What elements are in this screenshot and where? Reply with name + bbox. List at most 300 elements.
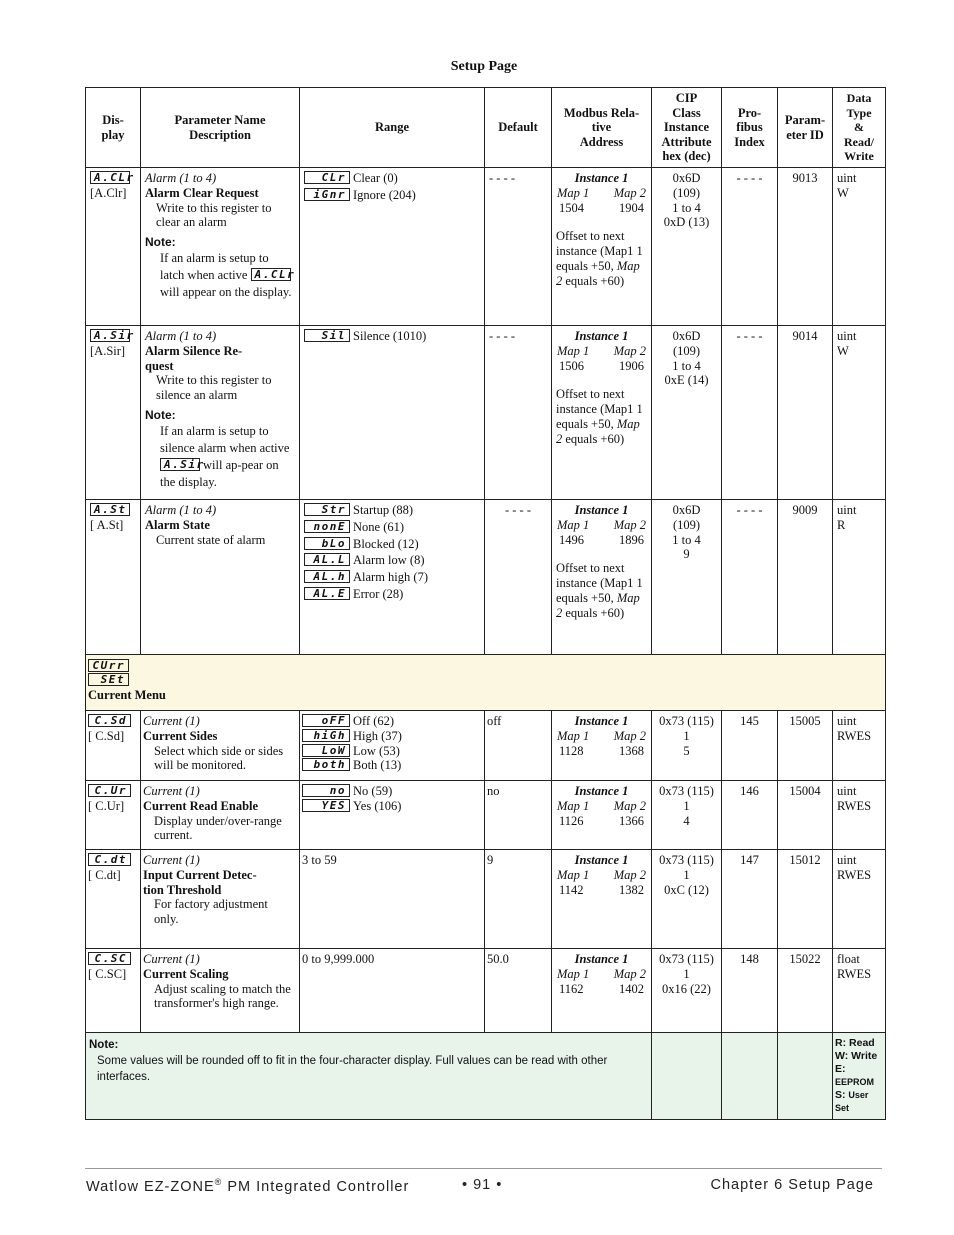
- modbus-cell: [552, 850, 652, 949]
- range-option: [302, 758, 480, 773]
- note-pre: If an alarm is setup to latch when active: [160, 250, 269, 282]
- range-lcd: oFF: [302, 714, 350, 727]
- datatype-type: uint: [837, 329, 857, 343]
- table-row: [86, 949, 886, 1033]
- offset-map2: Map 2: [556, 416, 640, 446]
- profibus-cell: - - - -: [722, 326, 778, 500]
- datatype-cell: [833, 500, 886, 655]
- cip-line: 1 to 4: [672, 200, 701, 215]
- modbus-maps: [556, 729, 647, 744]
- range-text: Clear (0): [353, 171, 398, 185]
- lcd-display: A.CLr: [90, 171, 130, 184]
- legend-value: Write: [851, 1050, 878, 1062]
- range-cell: 0 to 9,999.000: [300, 949, 485, 1033]
- map2-value: 1382: [619, 882, 644, 897]
- display-code: [ C.Ur]: [88, 798, 125, 813]
- cip-cell: [652, 711, 722, 781]
- note-post: will ap-pear on the display.: [160, 457, 279, 489]
- map1-label: Map 1: [557, 966, 590, 981]
- param-cell: [141, 500, 300, 655]
- modbus-instance: Instance 1: [574, 853, 629, 867]
- range-option: [304, 188, 480, 203]
- param-name: Current Scaling: [143, 966, 229, 981]
- range-lcd: bLo: [304, 537, 350, 550]
- map1-value: 1506: [559, 358, 584, 373]
- profibus-cell: 145: [722, 711, 778, 781]
- range-lcd: LoW: [302, 744, 350, 757]
- display-code: [ C.SC]: [88, 966, 127, 981]
- default-cell: - - - -: [485, 326, 552, 500]
- datatype-rw: W: [837, 185, 849, 200]
- map2-label: Map 2: [613, 966, 646, 981]
- datatype-rw: RWES: [837, 798, 872, 813]
- map1-label: Map 1: [557, 728, 590, 743]
- param-name: Current Read Enable: [143, 798, 259, 813]
- datatype-rw: RWES: [837, 867, 872, 882]
- range-option: [302, 729, 480, 744]
- header-range: Range: [300, 88, 485, 168]
- param-group: Current (1): [143, 952, 200, 966]
- note-label: Note:: [145, 235, 176, 250]
- cip-line: 1 to 4: [672, 358, 701, 373]
- paramid-cell: 15022: [778, 949, 833, 1033]
- cip-line: 0xD (13): [663, 215, 710, 230]
- cip-cell: [652, 326, 722, 500]
- modbus-maps: [556, 344, 647, 359]
- param-cell: [141, 168, 300, 326]
- default-cell: off: [485, 711, 552, 781]
- header-datatype: Data Type & Read/ Write: [833, 88, 886, 168]
- range-text: High (37): [353, 728, 402, 743]
- modbus-maps: [556, 186, 647, 201]
- cip-line: 9: [683, 547, 690, 562]
- legend-read: [835, 1037, 883, 1050]
- modbus-cell: [552, 711, 652, 781]
- cip-line: 1: [683, 728, 690, 743]
- range-text: Startup (88): [353, 503, 414, 517]
- cip-line: 4: [683, 813, 690, 828]
- cip-line: 0x16 (22): [662, 981, 711, 996]
- cip-line: 0x73 (115): [659, 853, 714, 867]
- note-lcd: A.CLr: [251, 268, 291, 281]
- empty-cell: [722, 1033, 778, 1120]
- display-cell: [86, 781, 141, 850]
- cip-line: 0xE (14): [664, 373, 709, 388]
- modbus-instance: Instance 1: [574, 329, 629, 343]
- lcd-display: C.Ur: [88, 784, 131, 797]
- table-row: [86, 781, 886, 850]
- header-default: Default: [485, 88, 552, 168]
- datatype-cell: [833, 168, 886, 326]
- paramid-cell: 15004: [778, 781, 833, 850]
- range-cell: [300, 711, 485, 781]
- offset-end: equals +60): [565, 605, 625, 620]
- cip-line: 1: [683, 966, 690, 981]
- range-option: [302, 714, 480, 729]
- map1-label: Map 1: [557, 867, 590, 882]
- footer-brand: Watlow EZ-ZONE: [86, 1178, 215, 1195]
- range-text: Low (53): [353, 743, 400, 758]
- map1-value: 1142: [559, 882, 584, 897]
- range-option: [304, 553, 480, 568]
- modbus-cell: [552, 781, 652, 850]
- footer-divider: [85, 1168, 882, 1169]
- header-modbus: Modbus Rela- tive Address: [552, 88, 652, 168]
- range-text: Silence (1010): [353, 329, 427, 343]
- datatype-type: uint: [837, 784, 857, 798]
- display-code: [A.Clr]: [90, 185, 127, 200]
- range-option: [304, 520, 480, 535]
- offset-end: equals +60): [565, 273, 625, 288]
- modbus-instance: Instance 1: [574, 503, 629, 517]
- range-lcd: Str: [304, 503, 350, 516]
- map2-label: Map 2: [613, 867, 646, 882]
- offset-map2: Map 2: [556, 590, 640, 620]
- range-lcd: nonE: [304, 520, 350, 533]
- range-lcd: both: [302, 758, 350, 771]
- range-text: Both (13): [353, 758, 402, 773]
- legend-key: W:: [835, 1050, 849, 1062]
- display-cell: [86, 326, 141, 500]
- modbus-values: [556, 982, 647, 997]
- modbus-offset: [556, 561, 647, 620]
- profibus-cell: - - - -: [722, 168, 778, 326]
- modbus-values: [556, 359, 647, 374]
- range-option: [304, 503, 480, 518]
- legend-write: [835, 1050, 883, 1063]
- default-cell: - - - -: [485, 168, 552, 326]
- display-cell: [86, 500, 141, 655]
- modbus-instance: Instance 1: [574, 714, 629, 728]
- range-lcd: no: [302, 784, 350, 797]
- header-param: Parameter Name Description: [141, 88, 300, 168]
- param-group: Alarm (1 to 4): [145, 329, 217, 343]
- modbus-maps: [556, 518, 647, 533]
- lcd-display: A.Sir: [90, 329, 130, 342]
- legend-value: Read: [849, 1037, 875, 1049]
- map2-label: Map 2: [613, 343, 646, 358]
- datatype-type: uint: [837, 171, 857, 185]
- map1-value: 1162: [559, 981, 584, 996]
- param-group: Current (1): [143, 853, 200, 867]
- modbus-cell: [552, 949, 652, 1033]
- range-lcd: iGnr: [304, 188, 350, 201]
- modbus-cell: [552, 168, 652, 326]
- range-option: [304, 587, 480, 602]
- range-cell: 3 to 59: [300, 850, 485, 949]
- offset-text: Offset to next instance (Map1 1 equals +50,: [556, 387, 643, 431]
- display-cell: [86, 850, 141, 949]
- range-text: Alarm low (8): [353, 553, 425, 568]
- table-row: [86, 711, 886, 781]
- cip-line: (109): [672, 343, 701, 358]
- cip-cell: [652, 949, 722, 1033]
- page-title: Setup Page: [450, 59, 518, 74]
- modbus-offset: [556, 387, 647, 446]
- cip-line: 0x6D: [672, 503, 701, 517]
- map1-value: 1126: [559, 813, 584, 828]
- param-cell: [141, 326, 300, 500]
- param-name: Current Sides: [143, 728, 218, 743]
- range-text: Alarm high (7): [353, 570, 428, 585]
- modbus-maps: [556, 967, 647, 982]
- table-row: [86, 326, 886, 500]
- modbus-cell: [552, 326, 652, 500]
- range-lcd: AL.h: [304, 570, 350, 583]
- section-lcd: SEt: [88, 673, 129, 686]
- modbus-maps: [556, 799, 647, 814]
- range-text: Error (28): [353, 586, 404, 601]
- section-lcd: CUrr: [88, 659, 129, 672]
- map1-label: Map 1: [557, 798, 590, 813]
- range-option: [302, 799, 480, 814]
- modbus-values: [556, 201, 647, 216]
- map2-label: Map 2: [613, 798, 646, 813]
- empty-cell: [652, 1033, 722, 1120]
- cip-line: (109): [672, 185, 701, 200]
- map2-value: 1368: [619, 743, 644, 758]
- modbus-offset: [556, 229, 647, 288]
- legend-eeprom: [835, 1063, 883, 1089]
- datatype-cell: [833, 949, 886, 1033]
- datatype-cell: [833, 326, 886, 500]
- note-body: [145, 250, 295, 301]
- param-group: Current (1): [143, 714, 200, 728]
- range-cell: [300, 326, 485, 500]
- cip-line: 0x73 (115): [659, 714, 714, 728]
- offset-end: equals +60): [565, 431, 625, 446]
- lcd-display: C.SC: [88, 952, 131, 965]
- map1-label: Map 1: [557, 517, 590, 532]
- legend-key: S:: [835, 1089, 846, 1101]
- param-cell: [141, 711, 300, 781]
- footnote-label: Note:: [89, 1039, 119, 1051]
- footer-page-number: • 91 •: [462, 1177, 503, 1193]
- display-code: [ C.Sd]: [88, 728, 125, 743]
- offset-map2: Map 2: [556, 258, 640, 288]
- modbus-cell: [552, 500, 652, 655]
- map2-value: 1896: [619, 532, 644, 547]
- modbus-instance: Instance 1: [574, 784, 629, 798]
- range-lcd: YES: [302, 799, 350, 812]
- param-desc: For factory adjustment only.: [154, 897, 268, 927]
- map1-value: 1504: [559, 200, 584, 215]
- modbus-instance: Instance 1: [574, 171, 629, 185]
- legend-userset: [835, 1089, 883, 1115]
- offset-text: Offset to next instance (Map1 1 equals +50,: [556, 229, 643, 273]
- footer-chapter: Chapter 6 Setup Page: [710, 1177, 874, 1193]
- cip-line: (109): [672, 517, 701, 532]
- modbus-values: [556, 533, 647, 548]
- display-code: [ A.St]: [90, 517, 124, 532]
- param-desc: Write to this register to clear an alarm: [156, 200, 272, 230]
- cip-line: 1: [683, 798, 690, 813]
- note-label: Note:: [145, 407, 176, 422]
- map1-value: 1496: [559, 532, 584, 547]
- modbus-values: [556, 744, 647, 759]
- cip-line: 1: [683, 867, 690, 882]
- range-option: [304, 171, 480, 186]
- map2-value: 1906: [619, 358, 644, 373]
- note-row: [86, 1033, 886, 1120]
- datatype-rw: RWES: [837, 728, 872, 743]
- legend-key: R:: [835, 1037, 847, 1049]
- default-cell: - - - -: [485, 500, 552, 655]
- map2-value: 1904: [619, 200, 644, 215]
- range-lcd: CLr: [304, 171, 350, 184]
- footer-registered: ®: [214, 1177, 223, 1187]
- datatype-rw: W: [837, 343, 849, 358]
- empty-cell: [778, 1033, 833, 1120]
- range-cell: [300, 781, 485, 850]
- cip-line: 0xC (12): [664, 882, 709, 897]
- lcd-display: C.dt: [88, 853, 131, 866]
- range-text: Off (62): [353, 714, 395, 728]
- cip-cell: [652, 850, 722, 949]
- header-cip: CIP Class Instance Attribute hex (dec): [652, 88, 722, 168]
- paramid-cell: 15012: [778, 850, 833, 949]
- footer-product-name: PM Integrated Controller: [222, 1178, 410, 1195]
- range-option: [304, 537, 480, 552]
- cip-line: 5: [683, 743, 690, 758]
- cip-line: 0x6D: [672, 329, 701, 343]
- range-text: Ignore (204): [353, 187, 416, 202]
- cip-line: 0x73 (115): [659, 952, 714, 966]
- modbus-values: [556, 883, 647, 898]
- display-cell: [86, 711, 141, 781]
- param-name: Alarm State: [145, 517, 210, 532]
- param-name: Alarm Silence Re- quest: [145, 343, 243, 373]
- param-desc: Current state of alarm: [156, 532, 266, 547]
- note-post: will appear on the display.: [160, 284, 292, 299]
- param-cell: [141, 949, 300, 1033]
- param-desc: Display under/over-range current.: [154, 813, 282, 843]
- datatype-cell: [833, 711, 886, 781]
- range-option: [302, 784, 480, 799]
- range-option: [304, 570, 480, 585]
- map1-value: 1128: [559, 743, 584, 758]
- display-code: [A.Sir]: [90, 343, 126, 358]
- param-group: Alarm (1 to 4): [145, 503, 217, 517]
- map1-label: Map 1: [557, 343, 590, 358]
- range-lcd: hiGh: [302, 729, 350, 742]
- header-display: Dis- play: [86, 88, 141, 168]
- profibus-cell: - - - -: [722, 500, 778, 655]
- header-row: [86, 88, 886, 168]
- section-cell: [86, 655, 886, 711]
- modbus-values: [556, 814, 647, 829]
- legend-value: EEPROM: [835, 1077, 875, 1087]
- range-text: None (61): [353, 519, 405, 534]
- datatype-type: float: [837, 952, 860, 966]
- cip-line: 0x73 (115): [659, 784, 714, 798]
- lcd-display: A.St: [90, 503, 130, 516]
- section-title: Current Menu: [88, 688, 166, 702]
- table-row: [86, 850, 886, 949]
- param-cell: [141, 850, 300, 949]
- cip-cell: [652, 168, 722, 326]
- datatype-type: uint: [837, 503, 857, 517]
- modbus-instance: Instance 1: [574, 952, 629, 966]
- param-name: Input Current Detec- tion Threshold: [143, 867, 257, 897]
- profibus-cell: 148: [722, 949, 778, 1033]
- range-lcd: Sil: [304, 329, 350, 342]
- paramid-cell: 9009: [778, 500, 833, 655]
- note-lcd: A.Sir: [160, 458, 200, 471]
- legend-value: User Set: [835, 1090, 869, 1113]
- param-desc: Adjust scaling to match the transformer's high range.: [154, 981, 291, 1011]
- paramid-cell: 9014: [778, 326, 833, 500]
- note-body: [145, 423, 295, 491]
- display-cell: [86, 168, 141, 326]
- display-cell: [86, 949, 141, 1033]
- map2-label: Map 2: [613, 185, 646, 200]
- cip-line: 1 to 4: [672, 532, 701, 547]
- map2-label: Map 2: [613, 728, 646, 743]
- datatype-rw: R: [837, 517, 846, 532]
- default-cell: 50.0: [485, 949, 552, 1033]
- map2-value: 1402: [619, 981, 644, 996]
- datatype-rw: RWES: [837, 966, 872, 981]
- profibus-cell: 147: [722, 850, 778, 949]
- map2-label: Map 2: [613, 517, 646, 532]
- header-paramid: Param- eter ID: [778, 88, 833, 168]
- cip-cell: [652, 781, 722, 850]
- paramid-cell: 9013: [778, 168, 833, 326]
- range-lcd: AL.L: [304, 553, 350, 566]
- table-row: [86, 168, 886, 326]
- cip-cell: [652, 500, 722, 655]
- cip-line: 0x6D: [672, 171, 701, 185]
- map1-label: Map 1: [557, 185, 590, 200]
- lcd-display: C.Sd: [88, 714, 131, 727]
- datatype-type: uint: [837, 714, 857, 728]
- datatype-type: uint: [837, 853, 857, 867]
- range-cell: [300, 168, 485, 326]
- footnote-text: Some values will be rounded off to fit in the four-character display. Full values can be read with other interfaces.: [97, 1055, 608, 1083]
- paramid-cell: 15005: [778, 711, 833, 781]
- range-cell: [300, 500, 485, 655]
- default-cell: 9: [485, 850, 552, 949]
- parameter-table: [85, 87, 886, 1120]
- param-desc: Write to this register to silence an alarm: [156, 373, 272, 403]
- legend-cell: [833, 1033, 886, 1120]
- datatype-cell: [833, 850, 886, 949]
- param-desc: Select which side or sides will be monitored.: [154, 743, 284, 773]
- range-lcd: AL.E: [304, 587, 350, 600]
- footer-product: [86, 1177, 409, 1195]
- param-name: Alarm Clear Request: [145, 185, 259, 200]
- footnote-cell: [86, 1033, 652, 1120]
- offset-text: Offset to next instance (Map1 1 equals +50,: [556, 561, 643, 605]
- range-text: No (59): [353, 784, 393, 798]
- default-cell: no: [485, 781, 552, 850]
- range-option: [302, 744, 480, 759]
- profibus-cell: 146: [722, 781, 778, 850]
- range-text: Yes (106): [353, 798, 402, 813]
- table-row: [86, 500, 886, 655]
- datatype-cell: [833, 781, 886, 850]
- section-row: [86, 655, 886, 711]
- display-code: [ C.dt]: [88, 867, 121, 882]
- param-group: Alarm (1 to 4): [145, 171, 217, 185]
- map2-value: 1366: [619, 813, 644, 828]
- modbus-maps: [556, 868, 647, 883]
- legend-key: E:: [835, 1063, 846, 1075]
- range-text: Blocked (12): [353, 536, 419, 551]
- param-group: Current (1): [143, 784, 200, 798]
- param-cell: [141, 781, 300, 850]
